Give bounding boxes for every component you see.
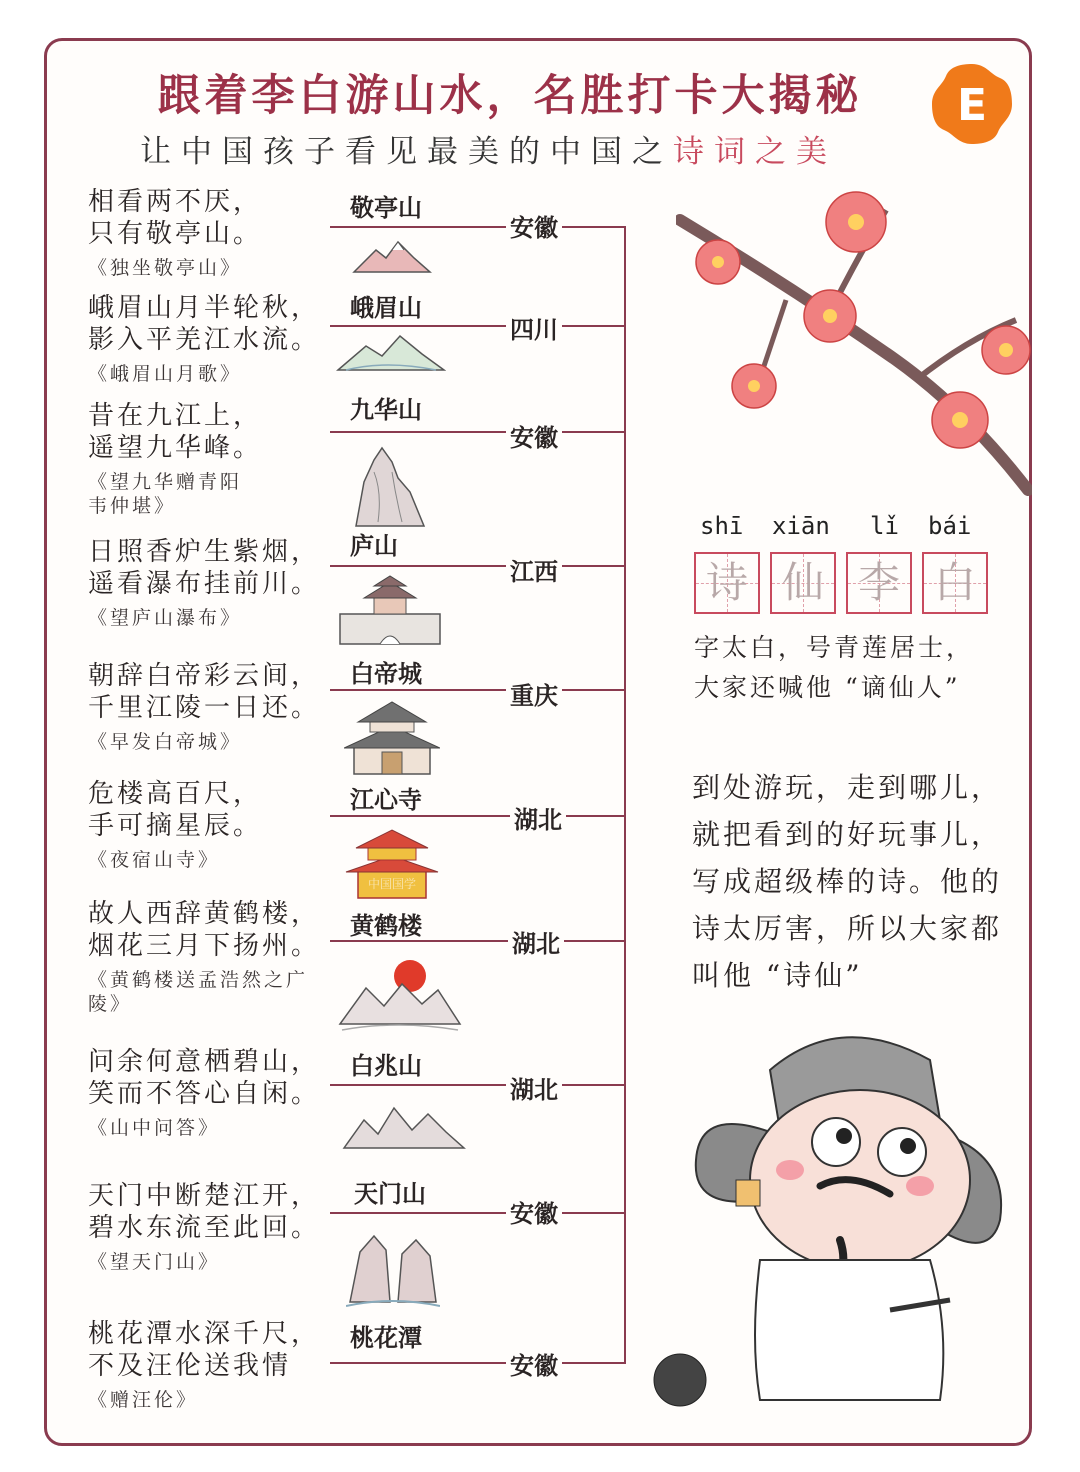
poem-source: 《黄鹤楼送孟浩然之广陵》 [88, 969, 309, 1015]
poem-line: 手可摘星辰。 [88, 811, 263, 841]
poem-line: 峨眉山月半轮秋， [88, 293, 321, 323]
subtitle-highlight: 诗词之美 [673, 134, 837, 170]
connector-line [330, 815, 626, 817]
peak-icon [352, 442, 428, 528]
char-box [770, 552, 836, 614]
logo-badge-icon [928, 60, 1016, 148]
description-text: 到处游玩，走到哪儿，就把看到的好玩事儿，写成超级棒的诗。他的诗太厉害，所以大家都叫他 “诗仙” [692, 771, 1003, 992]
plum-blossom-icon [676, 170, 1032, 500]
poem-source: 《望庐山瀑布》 [88, 607, 243, 629]
poem-line: 问余何意栖碧山， [88, 1047, 321, 1077]
poem-line: 遥看瀑布挂前川。 [88, 569, 321, 599]
province-label: 安徽 [506, 208, 562, 243]
pinyin-label: lǐ [870, 512, 899, 540]
temple-icon [344, 696, 440, 776]
province-label: 江西 [506, 552, 562, 587]
connector-line [330, 1362, 626, 1364]
poem-line: 遥望九华峰。 [88, 433, 263, 463]
poem-source: 《峨眉山月歌》 [88, 363, 243, 385]
poem-source: 《早发白帝城》 [88, 731, 243, 753]
connector-line [330, 940, 626, 942]
place-name: 敬亭山 [350, 194, 422, 222]
poem-source: 《赠汪伦》 [88, 1389, 199, 1411]
poem-line: 天门中断楚江开， [88, 1181, 321, 1211]
connector-line [330, 1084, 626, 1086]
poem-source: 《山中问答》 [88, 1117, 221, 1139]
poem-9 [88, 1180, 328, 1274]
pinyin-label: shī [700, 512, 744, 540]
pinyin-label: xiān [772, 512, 830, 540]
intro-line: 大家还喊他 “谪仙人” [694, 673, 961, 702]
poem-10 [88, 1318, 328, 1412]
place-name: 峨眉山 [350, 294, 422, 322]
poem-3 [88, 400, 328, 518]
watermark-text: 中国国学 [367, 877, 417, 891]
sun-mountain-icon [338, 954, 462, 1032]
poem-6 [88, 778, 328, 872]
page-subtitle [140, 126, 900, 171]
poem-line: 影入平羌江水流。 [88, 325, 321, 355]
province-label: 四川 [506, 310, 562, 345]
connector-line [330, 689, 626, 691]
poem-line: 故人西辞黄鹤楼， [88, 899, 321, 929]
connector-line [330, 431, 626, 433]
poem-source: 《望九华赠青阳韦仲堪》 [88, 471, 243, 517]
li-bai-cartoon-icon [640, 1010, 1020, 1410]
poem-source: 《望天门山》 [88, 1251, 221, 1273]
mountain-icon [352, 238, 432, 274]
page-title: 跟着李白游山水，名胜打卡大揭秘 [157, 71, 863, 121]
connector-line [330, 325, 626, 327]
poem-source: 《夜宿山寺》 [88, 849, 221, 871]
poem-line: 不及汪伦送我情 [88, 1351, 292, 1381]
mountain-range-icon [342, 1100, 466, 1150]
connector-vertical-line [624, 226, 626, 1364]
province-label: 安徽 [506, 1194, 562, 1229]
province-label: 湖北 [510, 800, 566, 835]
char-box [846, 552, 912, 614]
poem-line: 相看两不厌， [88, 187, 263, 217]
poem-line: 烟花三月下扬州。 [88, 931, 321, 961]
province-label: 湖北 [506, 1070, 562, 1105]
poem-2 [88, 292, 328, 386]
province-label: 重庆 [506, 676, 562, 711]
poem-8 [88, 1046, 328, 1140]
connector-line [330, 1212, 626, 1214]
cliff-icon [346, 1232, 440, 1310]
char-box [922, 552, 988, 614]
place-name: 江心寺 [350, 786, 422, 814]
place-name: 桃花潭 [350, 1324, 422, 1352]
badge-letter: E [956, 80, 988, 131]
char-glyph: 诗 [705, 558, 748, 607]
poem-7 [88, 898, 328, 1016]
poem-source: 《独坐敬亭山》 [88, 257, 243, 279]
poem-line: 碧水东流至此回。 [88, 1213, 321, 1243]
poem-4 [88, 536, 328, 630]
char-glyph: 白 [933, 558, 976, 607]
char-box [694, 552, 760, 614]
province-label: 湖北 [508, 924, 564, 959]
place-name: 黄鹤楼 [350, 912, 422, 940]
place-name: 天门山 [354, 1180, 426, 1208]
char-glyph: 李 [857, 558, 900, 607]
char-glyph: 仙 [781, 558, 824, 607]
city-gate-icon [334, 574, 446, 646]
province-label: 安徽 [506, 418, 562, 453]
poem-line: 日照香炉生紫烟， [88, 537, 321, 567]
subtitle-main: 让中国孩子看见最美的中国之 [140, 134, 673, 170]
poem-line: 笑而不答心自闲。 [88, 1079, 321, 1109]
poem-line: 桃花潭水深千尺， [88, 1319, 321, 1349]
place-name: 白帝城 [350, 660, 422, 688]
place-name: 九华山 [350, 396, 422, 424]
poem-line: 只有敬亭山。 [88, 219, 263, 249]
poem-5 [88, 660, 328, 754]
province-label: 安徽 [506, 1346, 562, 1381]
pinyin-label: bái [928, 512, 972, 540]
mountain-icon [336, 330, 446, 372]
poem-line: 昔在九江上， [88, 401, 263, 431]
poem-line: 危楼高百尺， [88, 779, 263, 809]
intro-line: 字太白，号青莲居士， [694, 633, 975, 662]
poem-line: 朝辞白帝彩云间， [88, 661, 321, 691]
poem-line: 千里江陵一日还。 [88, 693, 321, 723]
poem-1 [88, 186, 328, 280]
place-name: 庐山 [350, 532, 398, 560]
connector-line [330, 226, 626, 228]
connector-line [330, 565, 626, 567]
place-name: 白兆山 [350, 1052, 422, 1080]
tower-icon [344, 826, 440, 900]
